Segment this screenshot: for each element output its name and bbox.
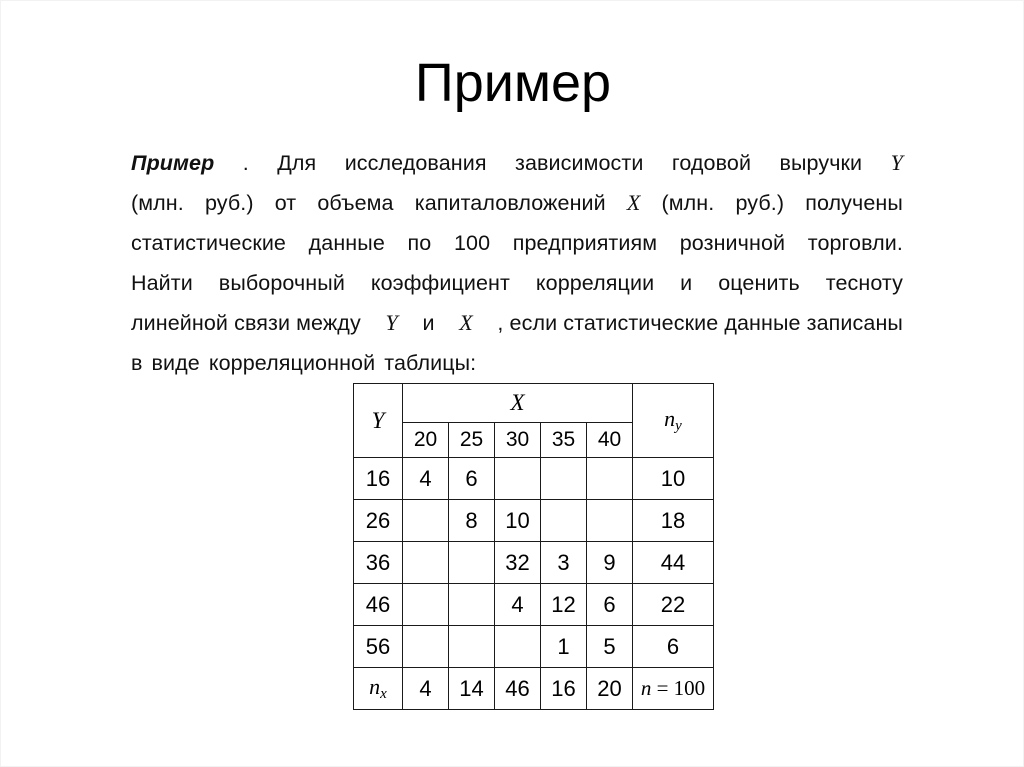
header-cell-y: Y bbox=[354, 384, 403, 458]
row-1-cell-1: 8 bbox=[449, 500, 495, 542]
line5-segment-b: и bbox=[422, 311, 435, 335]
row-1-cell-4 bbox=[587, 500, 633, 542]
paragraph-line-1 bbox=[131, 143, 903, 183]
line2-word-6: руб.) bbox=[735, 191, 785, 215]
footer-cell-3: 16 bbox=[541, 668, 587, 710]
row-4-cell-4: 5 bbox=[587, 626, 633, 668]
row-0-total: 10 bbox=[633, 458, 714, 500]
line4-word-4: и bbox=[680, 271, 693, 295]
line4-word-6: тесноту bbox=[825, 271, 903, 295]
line3-word-3: 100 bbox=[453, 231, 491, 255]
table-footer-row bbox=[354, 668, 714, 710]
row-1-cell-2: 10 bbox=[495, 500, 541, 542]
variable-x-inline-1: X bbox=[626, 190, 641, 215]
line6-word-2: корреляционной bbox=[208, 351, 376, 375]
ny-base: n bbox=[664, 405, 676, 431]
row-2-cell-3: 3 bbox=[541, 542, 587, 584]
footer-cell-2: 46 bbox=[495, 668, 541, 710]
line2-word-1: руб.) bbox=[204, 191, 254, 215]
nx-subscript: x bbox=[380, 686, 387, 703]
footer-label-nx bbox=[354, 668, 403, 710]
page-title: Пример bbox=[414, 53, 612, 113]
row-4-cell-0 bbox=[403, 626, 449, 668]
x-tick-1: 25 bbox=[449, 423, 495, 458]
paragraph-line-3 bbox=[131, 223, 903, 263]
row-4-total: 6 bbox=[633, 626, 714, 668]
paragraph-line-5 bbox=[131, 303, 903, 343]
line3-word-0: статистические bbox=[131, 231, 286, 255]
table-row bbox=[354, 458, 714, 500]
variable-y-inline-1: Y bbox=[890, 150, 903, 175]
paragraph-line-2 bbox=[131, 183, 903, 223]
row-2-cell-4: 9 bbox=[587, 542, 633, 584]
line1-word-1: Для bbox=[277, 151, 317, 175]
table-row bbox=[354, 584, 714, 626]
row-4-cell-2 bbox=[495, 626, 541, 668]
example-lead-label: Пример bbox=[131, 151, 215, 175]
line2-word-3: объема bbox=[317, 191, 394, 215]
paragraph-line-6 bbox=[131, 343, 903, 383]
line2-word-2: от bbox=[274, 191, 297, 215]
table-header-row-top bbox=[354, 384, 714, 423]
table-row bbox=[354, 500, 714, 542]
row-2-cell-2: 32 bbox=[495, 542, 541, 584]
row-0-cell-4 bbox=[587, 458, 633, 500]
x-tick-2: 30 bbox=[495, 423, 541, 458]
line3-word-6: торговли. bbox=[807, 231, 903, 255]
row-2-total: 44 bbox=[633, 542, 714, 584]
row-0-cell-3 bbox=[541, 458, 587, 500]
x-tick-0: 20 bbox=[403, 423, 449, 458]
row-1-cell-3 bbox=[541, 500, 587, 542]
row-1-cell-0 bbox=[403, 500, 449, 542]
correlation-table-container bbox=[353, 383, 714, 710]
nx-base: n bbox=[369, 673, 381, 699]
line2-word-7: получены bbox=[805, 191, 903, 215]
line5-segment-a: линейной связи между bbox=[131, 311, 361, 335]
row-label-1: 26 bbox=[354, 500, 403, 542]
table-row bbox=[354, 626, 714, 668]
line3-word-4: предприятиям bbox=[512, 231, 658, 255]
header-cell-ny bbox=[633, 384, 714, 458]
line1-word-0: . bbox=[242, 151, 249, 175]
grand-total-cell bbox=[633, 668, 714, 710]
row-1-total: 18 bbox=[633, 500, 714, 542]
row-3-cell-0 bbox=[403, 584, 449, 626]
row-label-2: 36 bbox=[354, 542, 403, 584]
row-label-0: 16 bbox=[354, 458, 403, 500]
correlation-table bbox=[353, 383, 714, 710]
ny-subscript: y bbox=[675, 418, 682, 435]
footer-cell-0: 4 bbox=[403, 668, 449, 710]
grand-total-n: n bbox=[640, 676, 652, 700]
row-0-cell-0: 4 bbox=[403, 458, 449, 500]
row-label-3: 46 bbox=[354, 584, 403, 626]
header-cell-x: X bbox=[403, 384, 633, 423]
x-tick-3: 35 bbox=[541, 423, 587, 458]
line1-word-2: исследования bbox=[344, 151, 487, 175]
row-3-total: 22 bbox=[633, 584, 714, 626]
x-tick-4: 40 bbox=[587, 423, 633, 458]
row-4-cell-3: 1 bbox=[541, 626, 587, 668]
line6-word-1: виде bbox=[151, 351, 200, 375]
line4-word-1: выборочный bbox=[218, 271, 345, 295]
footer-cell-4: 20 bbox=[587, 668, 633, 710]
line1-word-5: выручки bbox=[779, 151, 863, 175]
row-3-cell-4: 6 bbox=[587, 584, 633, 626]
line2-word-0: (млн. bbox=[131, 191, 184, 215]
variable-y-inline-2: Y bbox=[385, 310, 398, 335]
row-3-cell-3: 12 bbox=[541, 584, 587, 626]
body-paragraph bbox=[131, 143, 903, 383]
line5-segment-c: , если статистические данные записаны bbox=[497, 311, 903, 335]
grand-total-value: = 100 bbox=[651, 676, 706, 700]
row-3-cell-1 bbox=[449, 584, 495, 626]
table-row bbox=[354, 542, 714, 584]
line3-word-2: по bbox=[407, 231, 432, 255]
line4-word-3: корреляции bbox=[535, 271, 655, 295]
line2-word-5: (млн. bbox=[661, 191, 715, 215]
line2-word-4: капиталовложений bbox=[414, 191, 606, 215]
variable-x-inline-2: X bbox=[459, 310, 473, 335]
row-2-cell-1 bbox=[449, 542, 495, 584]
paragraph-line-4 bbox=[131, 263, 903, 303]
row-4-cell-1 bbox=[449, 626, 495, 668]
line6-word-0: в bbox=[131, 351, 143, 375]
line4-word-5: оценить bbox=[718, 271, 800, 295]
line4-word-2: коэффициент bbox=[370, 271, 510, 295]
row-0-cell-1: 6 bbox=[449, 458, 495, 500]
line6-word-3: таблицы: bbox=[384, 351, 477, 375]
row-label-4: 56 bbox=[354, 626, 403, 668]
line1-word-4: годовой bbox=[671, 151, 752, 175]
row-3-cell-2: 4 bbox=[495, 584, 541, 626]
footer-cell-1: 14 bbox=[449, 668, 495, 710]
row-2-cell-0 bbox=[403, 542, 449, 584]
line3-word-5: розничной bbox=[679, 231, 786, 255]
line3-word-1: данные bbox=[308, 231, 385, 255]
row-0-cell-2 bbox=[495, 458, 541, 500]
line4-word-0: Найти bbox=[131, 271, 193, 295]
line1-word-3: зависимости bbox=[515, 151, 644, 175]
